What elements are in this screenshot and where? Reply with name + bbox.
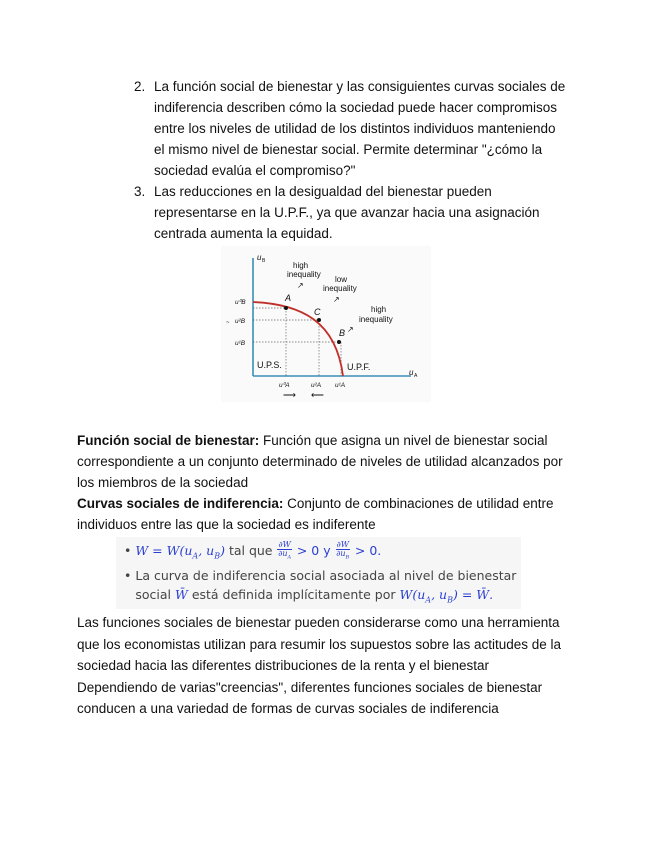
low-inequality-1: low xyxy=(335,275,348,284)
paragraph-line: Dependiendo de varias"creencias", diferentes funciones sociales de bienestar xyxy=(77,679,543,695)
formula-text: está definida implícitamente por xyxy=(187,587,400,602)
point-c-label: C xyxy=(314,307,321,317)
formula-line-1 xyxy=(124,541,381,562)
list-line: indiferencia describen cómo la sociedad puede hacer compromisos xyxy=(154,100,557,115)
x-tick-label: u²A xyxy=(311,382,322,389)
bullet: • xyxy=(124,568,132,583)
partial-fraction-b: $\frac{\partial W}{\partial u_B}$ xyxy=(336,540,350,561)
list-line: La función social de bienestar y las consiguientes curvas sociales de xyxy=(154,79,566,94)
list-line: representarse en la U.P.F., ya que avanzar hacia una asignación xyxy=(154,205,540,220)
list-line: Las reducciones en la desigualdad del bienestar pueden xyxy=(154,184,492,199)
utility-possibility-figure xyxy=(221,246,431,402)
bullet: • xyxy=(124,542,132,558)
formula-text: social xyxy=(135,587,175,602)
point-c-marker xyxy=(317,318,321,322)
low-inequality-2: inequality xyxy=(323,284,357,293)
definition-text: Función que asigna un nivel de bienestar social xyxy=(259,433,548,448)
inequality-text: > 0. xyxy=(350,542,382,558)
list-item-3 xyxy=(134,181,574,244)
right-arrow-icon: ⟶ xyxy=(283,390,296,400)
inequality-text: > 0 y xyxy=(292,542,335,558)
paragraph-line: Las funciones sociales de bienestar pueden considerarse como una herramienta xyxy=(77,615,560,630)
high-inequality-right-1: high xyxy=(371,305,387,314)
definition-term: Función social de bienestar: xyxy=(77,433,260,448)
partial-fraction-a: $\frac{\partial W}{\partial u_A}$ xyxy=(278,540,292,561)
high-inequality-right-2: inequality xyxy=(359,315,393,324)
definitions-block xyxy=(77,430,577,535)
point-b-label: B xyxy=(339,328,346,338)
ups-label: U.P.S. xyxy=(257,360,282,370)
formula-line-3 xyxy=(124,587,493,605)
formula-text: La curva de indiferencia social asociada al nivel de bienestar xyxy=(135,568,517,583)
x-axis-label: u xyxy=(409,368,414,377)
y-tick-label: u¹B xyxy=(235,340,246,347)
numbered-list xyxy=(134,76,574,244)
paragraph-line: sociedad hacia las diferentes distribuciones de la renta y el bienestar xyxy=(77,658,489,673)
y-axis-sub: B xyxy=(262,258,266,264)
arrow-icon: ↗ xyxy=(333,295,340,304)
definition-line: los miembros de la sociedad xyxy=(77,475,249,490)
y-tick-label: u⁰B xyxy=(235,299,246,306)
definition-line: individuos entre las que la sociedad es indiferente xyxy=(77,517,376,532)
formula-line-2 xyxy=(124,568,516,583)
formula-box xyxy=(116,537,521,609)
formula-text: tal que xyxy=(224,542,277,558)
arrow-icon: ↗ xyxy=(297,281,304,290)
point-b-marker xyxy=(337,340,341,344)
y-tick-marker: ~ xyxy=(226,320,230,326)
closing-paragraph xyxy=(77,612,577,720)
y-axis-label: u xyxy=(257,253,262,262)
definition-fsb xyxy=(77,430,577,451)
high-inequality-top-1: high xyxy=(293,261,309,270)
arrow-icon: ↗ xyxy=(347,325,354,334)
list-line: entre los niveles de utilidad de los distintos individuos manteniendo xyxy=(154,121,556,136)
paragraph-line: conducen a una variedad de formas de curvas sociales de indiferencia xyxy=(77,701,499,716)
upf-diagram xyxy=(221,246,431,402)
list-item-2 xyxy=(134,76,574,181)
high-inequality-top-2: inequality xyxy=(287,270,321,279)
list-number: 2. xyxy=(134,79,146,94)
list-line: centrada aumenta la equidad. xyxy=(154,226,333,241)
y-tick-label: u²B xyxy=(235,318,246,325)
implicit-expression: $W(u_A$, $u_B$) = W̄. xyxy=(399,587,494,605)
list-line: sociedad evalúa el compromiso?" xyxy=(154,163,356,178)
point-a-marker xyxy=(284,306,288,310)
definition-term: Curvas sociales de indiferencia: xyxy=(77,496,284,511)
w-expression: $W = W(u_A$, $u_B$) xyxy=(135,542,225,561)
definition-line: correspondiente a un conjunto determinado de niveles de utilidad alcanzados por xyxy=(77,454,563,469)
x-tick-label: u¹A xyxy=(335,382,346,389)
upf-label: U.P.F. xyxy=(347,362,371,372)
list-number: 3. xyxy=(134,184,146,199)
x-tick-label: u⁰A xyxy=(279,382,290,389)
w-bar: W̄ xyxy=(174,587,188,602)
point-a-label: A xyxy=(285,293,292,303)
left-arrow-icon: ⟵ xyxy=(311,390,324,400)
definition-text: Conjunto de combinaciones de utilidad entre xyxy=(283,496,554,511)
definition-csi xyxy=(77,493,577,514)
x-axis-sub: A xyxy=(414,373,418,379)
list-line: el mismo nivel de bienestar social. Permite determinar "¿cómo la xyxy=(154,142,543,157)
paragraph-line: que los economistas utilizan para resumir los supuestos sobre las actitudes de la xyxy=(77,636,562,652)
